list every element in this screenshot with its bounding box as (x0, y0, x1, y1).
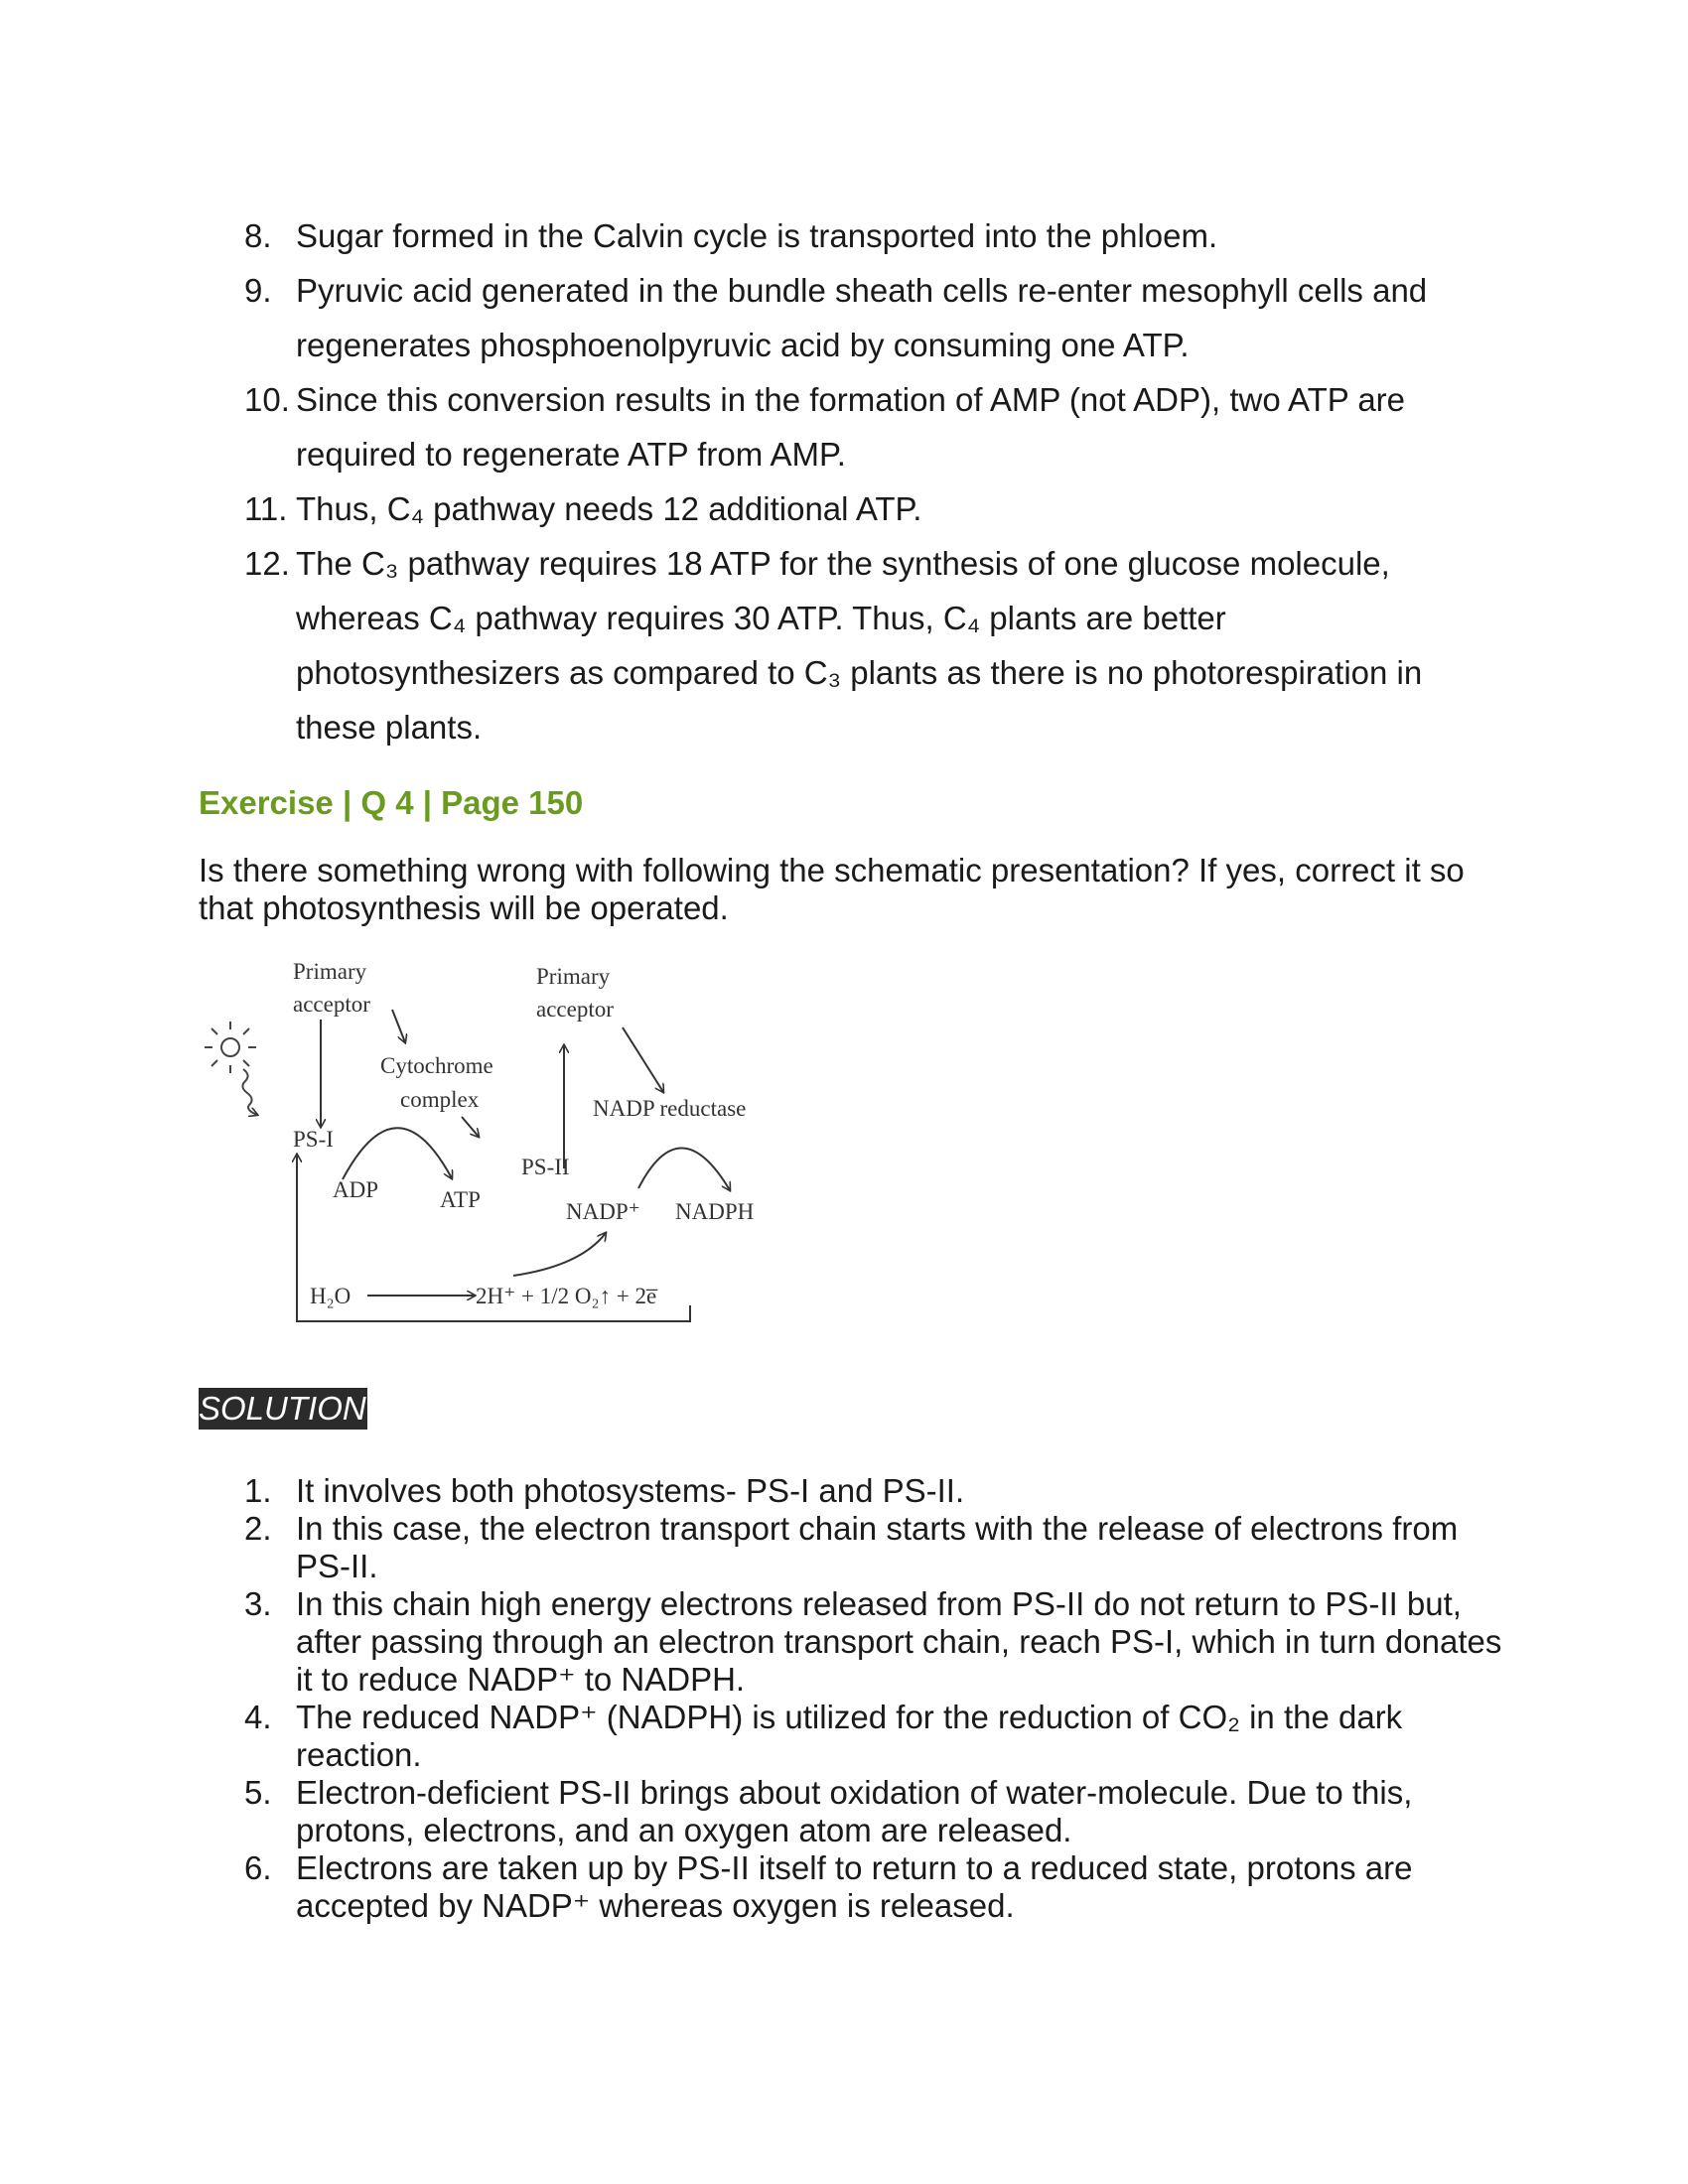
item-number: 9. (244, 272, 272, 309)
arrow-acceptor-to-cytochrome (392, 1010, 405, 1042)
ps2-label: PS-II (521, 1155, 570, 1179)
cytochrome-complex-label: Cytochrome (380, 1053, 493, 1078)
nadph-label: NADPH (675, 1199, 755, 1224)
arrow-water-to-nadp (513, 1233, 606, 1276)
item-number: 2. (244, 1510, 272, 1547)
item-text: Since this conversion results in the formation of AMP (not ADP), two ATP are required to regenerate ATP from AMP. (296, 381, 1406, 473)
question-text: Is there something wrong with following the schematic presentation? If yes, correct it so that photosynthesis will be operated. (199, 852, 1465, 926)
item-text: In this chain high energy electrons released from PS-II do not return to PS-II but, after passing through an electron transport chain, reach PS-I, which in turn donates it to reduce NADP⁺ to NADPH. (296, 1585, 1502, 1698)
arrow-nadp-to-nadph (638, 1148, 730, 1190)
item-text: Electrons are taken up by PS-II itself to return to a reduced state, protons are accepted by NADP⁺ whereas oxygen is released. (296, 1849, 1413, 1924)
photosynthesis-schematic (194, 948, 789, 1360)
atp-label: ATP (440, 1187, 481, 1212)
item-number: 10. (244, 381, 290, 418)
primary-acceptor-label: Primary (536, 964, 611, 989)
item-text: Thus, C₄ pathway needs 12 additional ATP. (296, 490, 922, 527)
primary-acceptor-label: acceptor (293, 992, 370, 1017)
primary-acceptor-label: acceptor (536, 997, 614, 1022)
item-text: The reduced NADP⁺ (NADPH) is utilized for the reduction of CO₂ in the dark reaction. (296, 1699, 1403, 1773)
item-number: 6. (244, 1849, 272, 1886)
item-text: Pyruvic acid generated in the bundle sheath cells re-enter mesophyll cells and regenerates phosphoenolpyruvic acid by consuming one ATP. (296, 272, 1428, 363)
item-number: 11. (244, 490, 288, 527)
arrow-adp-to-atp (343, 1128, 452, 1179)
list-item (244, 1774, 1505, 1849)
list-item (244, 536, 1495, 754)
list-item (244, 1472, 1505, 1510)
list-item (244, 1585, 1505, 1699)
list-item (244, 263, 1495, 372)
item-number: 1. (244, 1472, 272, 1509)
primary-acceptor-label: Primary (293, 959, 367, 984)
item-number: 8. (244, 217, 272, 254)
c4-pathway-list (244, 208, 1495, 754)
item-number: 12. (244, 545, 290, 582)
exercise-heading: Exercise | Q 4 | Page 150 (199, 784, 584, 821)
list-item (244, 1510, 1505, 1585)
item-text: Sugar formed in the Calvin cycle is transported into the phloem. (296, 217, 1218, 254)
list-item (244, 481, 1495, 536)
arrow-acceptor-to-nadp-reductase (623, 1027, 663, 1092)
item-text: The C₃ pathway requires 18 ATP for the synthesis of one glucose molecule, whereas C₄ pathway requires 30 ATP. Thus, C₄ plants are better photosynthesizers as compared to C₃ plants as there is no photorespiration in these plants. (296, 545, 1423, 746)
nadp-label: NADP⁺ (566, 1199, 640, 1224)
arrow-cytochrome-to-ps2 (462, 1117, 479, 1137)
water-products-label: 2H⁺ + 1/2 O₂↑ + 2e̅ (476, 1284, 657, 1308)
item-text: In this case, the electron transport chain starts with the release of electrons from PS-II. (296, 1510, 1459, 1584)
cytochrome-complex-label: complex (400, 1087, 480, 1112)
adp-label: ADP (333, 1177, 379, 1202)
item-number: 3. (244, 1585, 272, 1622)
sun-icon (205, 1022, 257, 1115)
solution-label: SOLUTION (199, 1388, 367, 1430)
item-number: 5. (244, 1774, 272, 1811)
ps1-label: PS-I (293, 1127, 334, 1152)
item-number: 4. (244, 1699, 272, 1735)
list-item (244, 1849, 1505, 1925)
water-label: H₂O (310, 1284, 352, 1308)
item-text: Electron-deficient PS-II brings about oxidation of water-molecule. Due to this, protons, electrons, and an oxygen atom are released. (296, 1774, 1413, 1848)
list-item (244, 372, 1495, 481)
solution-list (244, 1472, 1505, 1925)
item-text: It involves both photosystems- PS-I and PS-II. (296, 1472, 965, 1509)
list-item (244, 1699, 1505, 1774)
nadp-reductase-label: NADP reductase (593, 1096, 747, 1121)
list-item (244, 208, 1495, 263)
